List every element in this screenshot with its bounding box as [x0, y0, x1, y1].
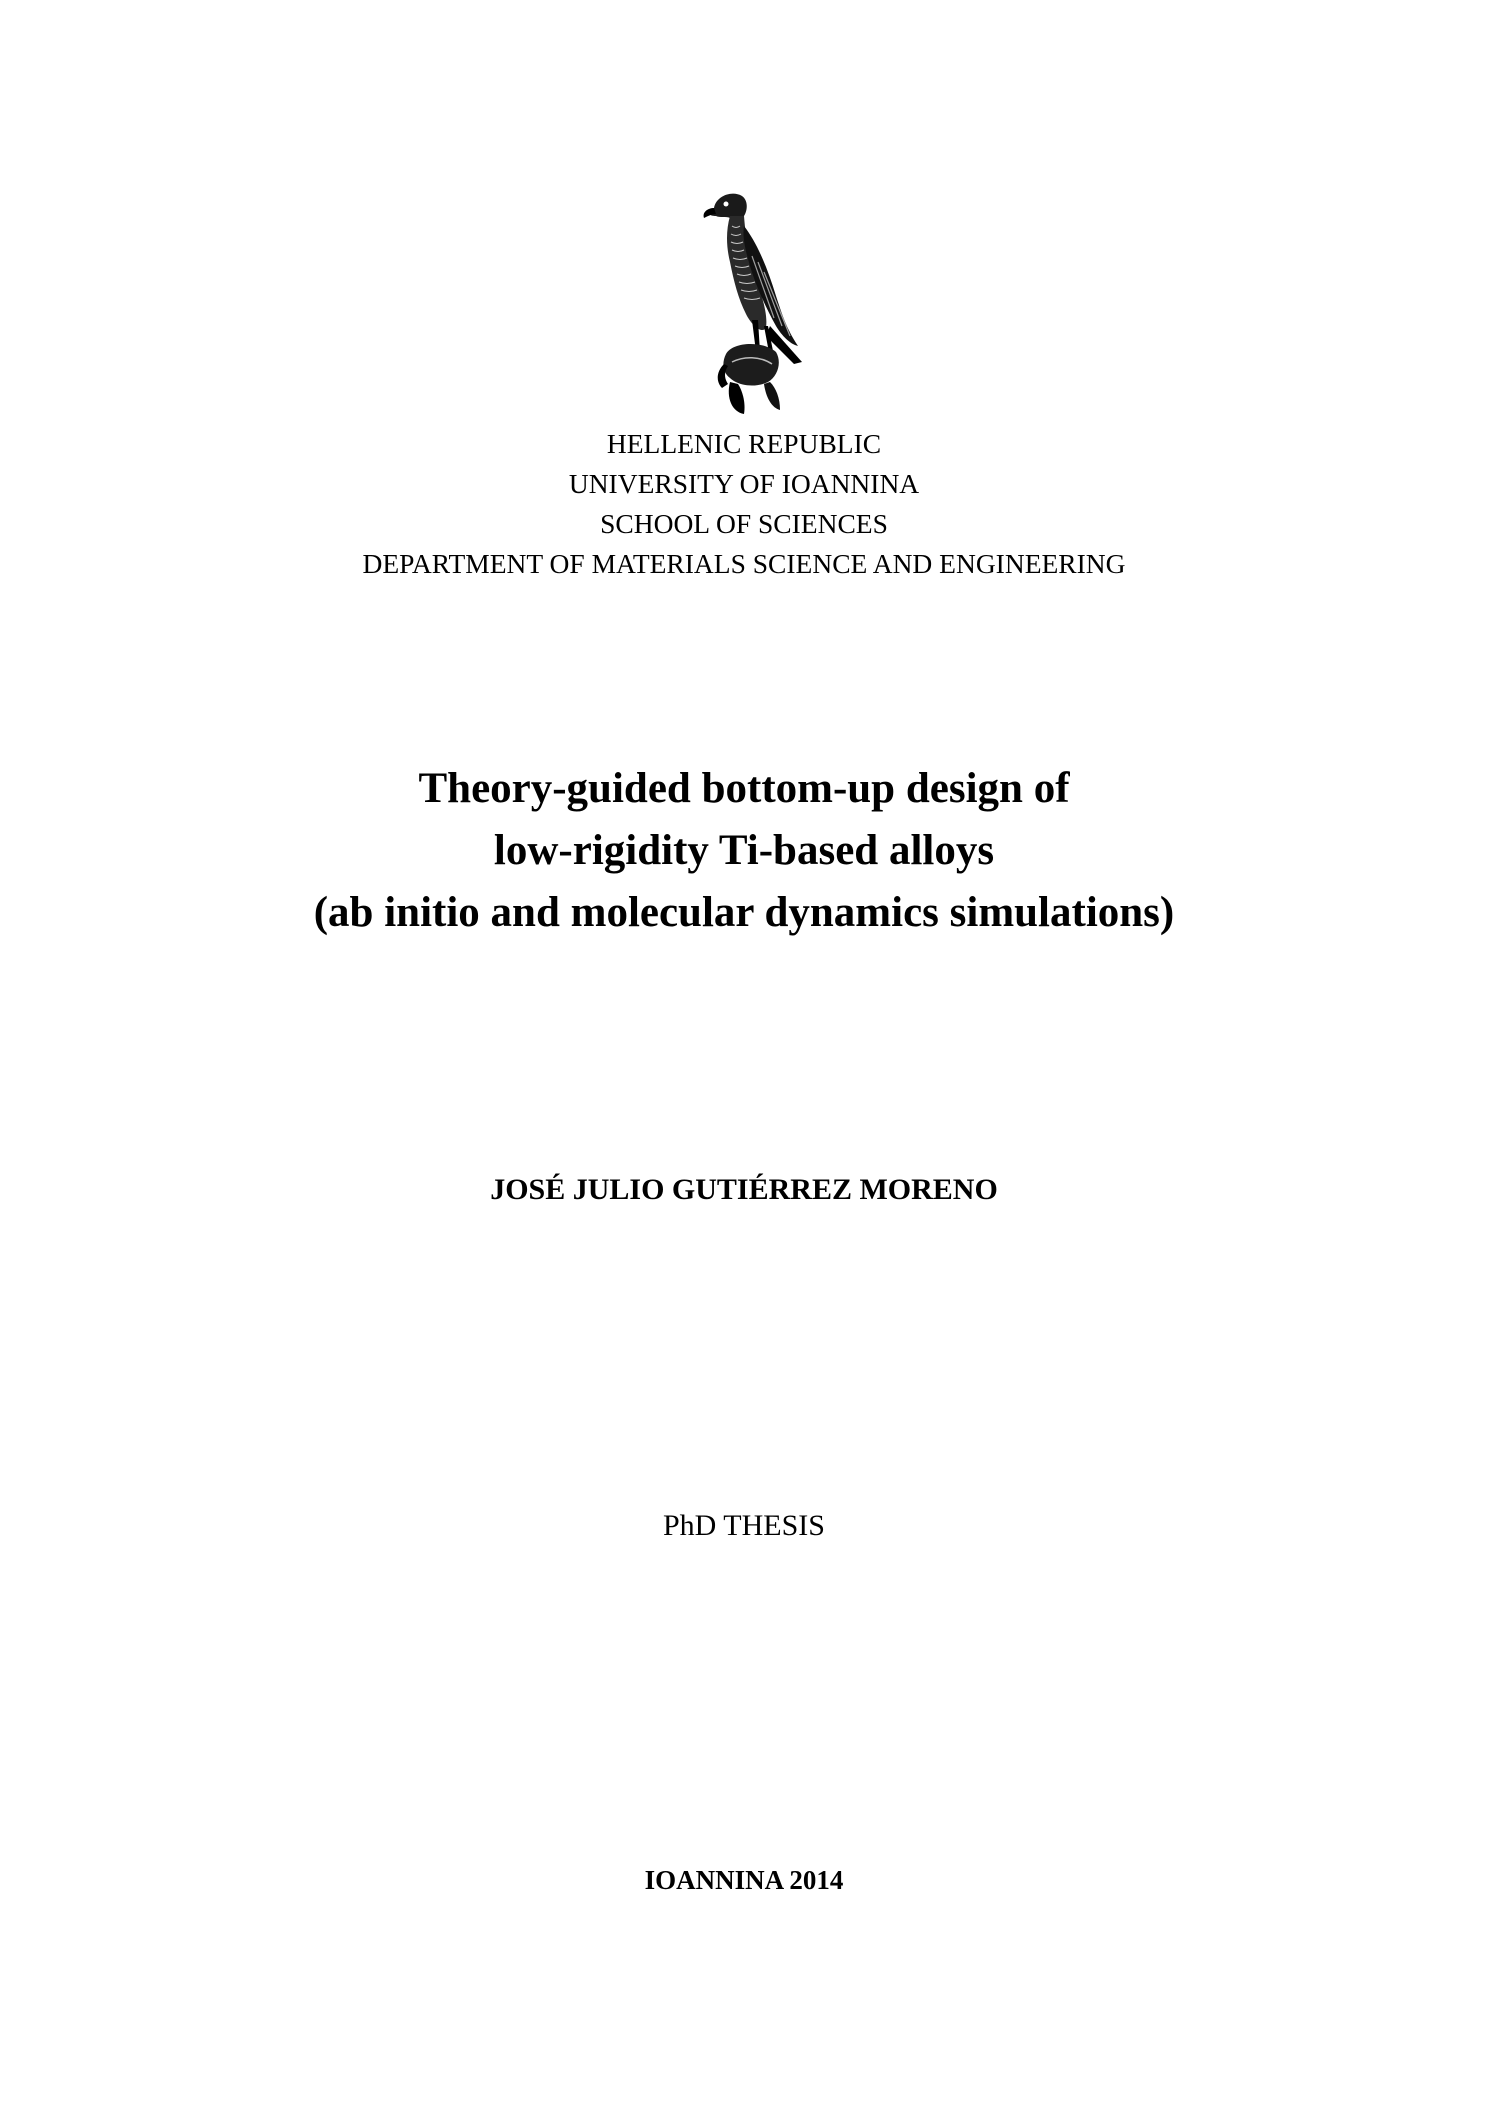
- place-year: IOANNINA 2014: [644, 1865, 844, 1895]
- university-line: UNIVERSITY OF IOANNINA: [568, 468, 920, 499]
- institution-block: [0, 424, 1488, 584]
- title-line: (ab initio and molecular dynamics simulations): [313, 889, 1175, 936]
- school-line: SCHOOL OF SCIENCES: [600, 508, 888, 539]
- degree-label: PhD THESIS: [663, 1509, 825, 1542]
- title-line: low-rigidity Ti-based alloys: [493, 827, 995, 874]
- title-line: Theory-guided bottom-up design of: [418, 765, 1070, 812]
- country-line: HELLENIC REPUBLIC: [606, 428, 882, 459]
- thesis-title: [0, 758, 1488, 944]
- department-line: DEPARTMENT OF MATERIALS SCIENCE AND ENGINEERING: [362, 548, 1126, 579]
- eagle-emblem-icon: [686, 186, 816, 416]
- author-name: JOSÉ JULIO GUTIÉRREZ MORENO: [490, 1173, 998, 1206]
